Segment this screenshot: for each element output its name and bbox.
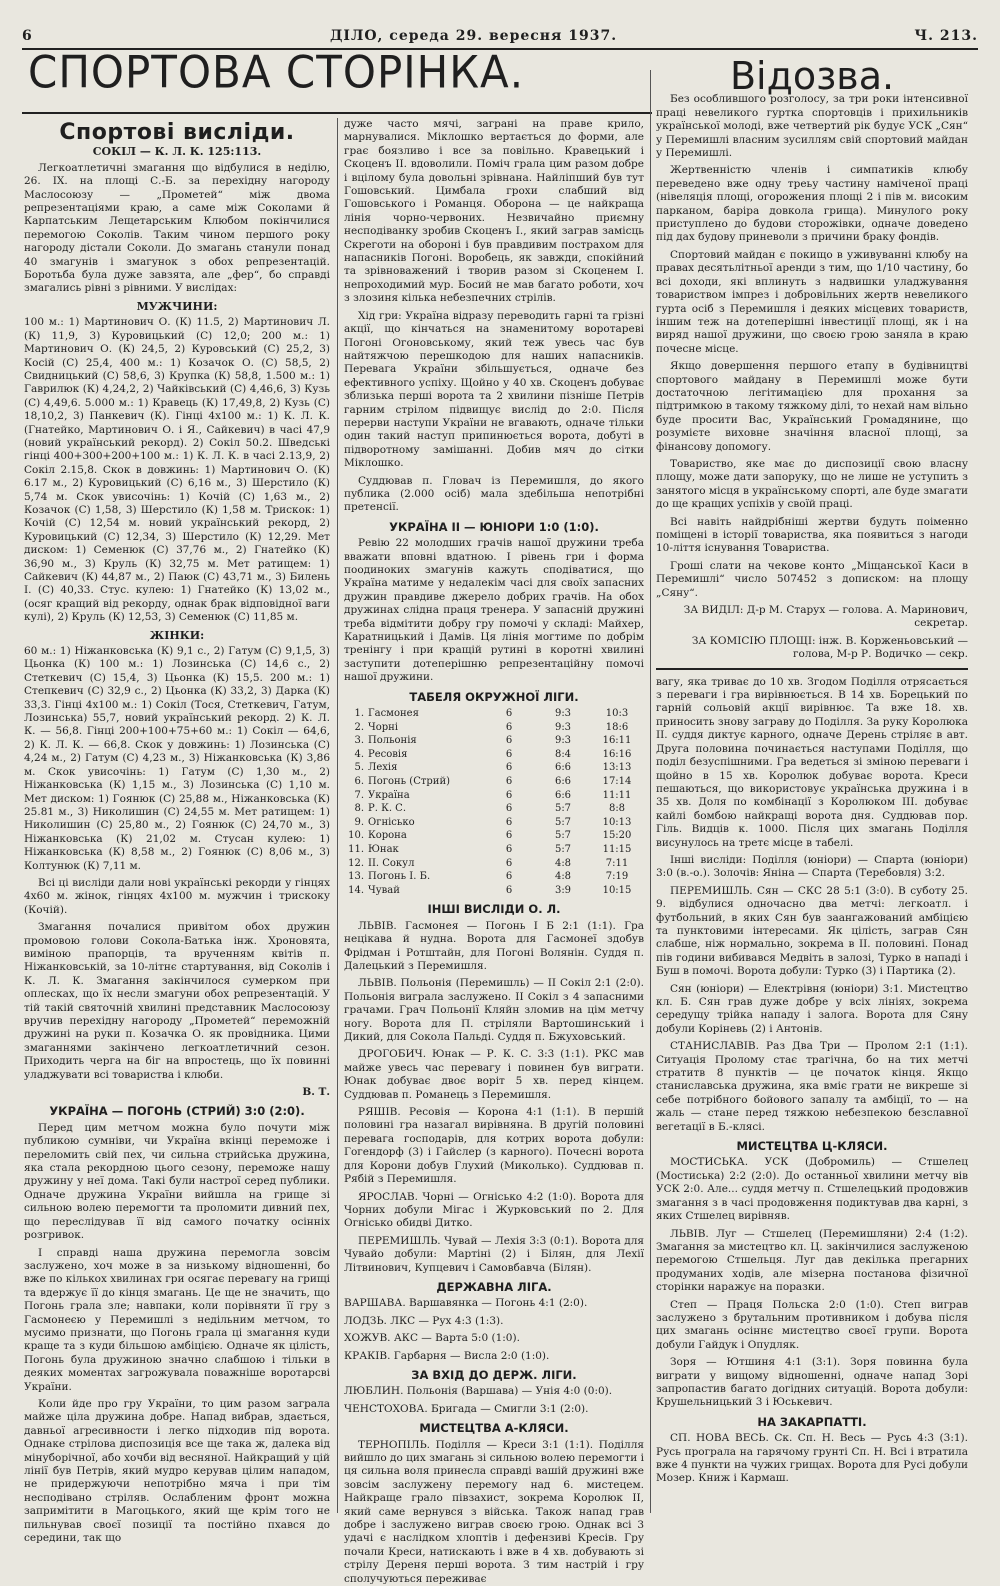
column-divider-2 — [650, 70, 651, 1513]
league-goals: 13:13 — [602, 762, 632, 774]
column-1 — [24, 118, 330, 1545]
result-stanyslaviv: СТАНИСЛАВІВ. Раз Два Три — Пролом 2:1 (1:1). Ситуація Пролому стає трагічна, бо на тих метчі стратитв 8 пунктів — це початок кінця. Якщо станиславська дружина, яка вміє грати не викреше зі себе потрібного бойового запалу та амбіції, то — на жаль — стане перед тяжкою небезпекою безславної вегетації в Б.-клясі. — [656, 1040, 968, 1133]
entry-result: ЛЮБЛИН. Польонія (Варшава) — Унія 4:0 (0:0). — [344, 1385, 613, 1398]
subhead-men: МУЖЧИНИ: — [136, 299, 218, 313]
league-games: 6 — [505, 776, 513, 788]
subhead-other-results: ІНШІ ВИСЛІДИ О. Л. — [427, 902, 561, 917]
subhead-women: ЖІНКИ: — [149, 628, 205, 642]
match-paragraph-1: Перед цим метчом можна було почути між публикою сумніви, чи Україна вкінці переможе і переломить свій пех, чи сильна стрийська дружина, яка стала рекордною цього сезону, переможе нашу дружину у неї дома. Такі були настрої серед публики. Одначе дружина України вийшла на грище зі сильною волею перемогти та проломити дивний пех, що переслідував її від самого початку осінніх розгривок. — [24, 1121, 330, 1242]
league-goals: 18:6 — [605, 721, 629, 733]
appeal-signature-commission: ЗА КОМІСІЮ ПЛОЩІ: інж. В. Корженьовський — голова, М-р Р. Водичко — секр. — [691, 634, 968, 661]
league-games: 6 — [505, 803, 513, 815]
result-sian-juniors: Сян (юніори) — Електрівня (юніори) 3:1. Мистецтво кл. Б. Сян грав дуже добре у всіх лініях, зокрема середущу трійка нападу і залога. Ворота для Сяну добули Коріневь (2) і Антонів. — [656, 982, 968, 1035]
women-results: 60 м.: 1) Ніжанковська (К) 9,1 с., 2) Гатум (С) 9,1,5, 3) Цьонка (К) 100 м.: 1) Лозинська (С) 14,6 с., 2) Стеткевич (С) 15,4, 3) Цьонка (К) 15,5. 200 м.: 1) Степкевич (С) 32,9 с., 2) Цьонка (К) 33,2, 3) Дарка (К) 33,3. Гінці 4х100 м.: 1) Сокіл (Тося, Стеткевич, Гатум, Лозинська) 55,7, новий український рекорд. 2) К. Л. К. — 56,8. Гінці 200+100+75+60 м.: 1) Сокіл — 64,6, 2) К. Л. К. — 66,8. Скок у довжинь: 1) Лозинська (С) 4,24 м., 2) Гатум (С) 4,23 м., 3) Ніжанковська (К) 3,86 м. Скок увисочінь: 1) Гатум (С) 1,30 м., 2) Ніжанковська (К) 1,15 м., 3) Лозинська (С) 1,10 м. Мет диском: 1) Гоянюк (С) 25,88 м., Ніжанковська (К) 25.81 м., 3) Николишин (С) 24,55 м. Мет ратищем: 1) Николишин (С) 25,80 м., 2) Гоянюк (С) 24,70 м., 3) Ніжанковська (К) 21,02 м. Стусан кулею: 1) Ніжанковська (К) 8,58 м., 2) Гоянюк (С) 8,06 м., 3) Колтунюк (К) 7,11 м. — [24, 645, 330, 872]
subhead-league-table: ТАБЕЛЯ ОКРУЖНОЇ ЛІГИ. — [409, 689, 579, 704]
league-points: 5:7 — [554, 816, 572, 828]
league-team: Огнісько — [368, 816, 415, 828]
match-continuation-1: дуже часто мячі, заграні на праве крило, марнувалися. Міклошко вертається до форми, але грає боязливо і все за повільно. Кравецький і Скоценъ ІІ. вдоволили. Поміч грала цим разом добре і вцілому була довольні зрівнана. Найліпший був тут Гошовський. Цимбала грохи слабший від Гошовського і Романця. Оборона — це найкраща лінія чорно-червоних. Незвичайно приємну несподіванку зробив Скоценъ І., який заграв замісць Скреготи на обороні і був правдивим пострахом для напасників Погоні. Воробець, як завжди, спокійний та зрівноважений і творив разом зі Скоценем І. непроходимий мур. Босий не мав багато роботи, хоч з злозиня кілька небезпечних стрілів. — [344, 118, 644, 305]
league-team: Чувай — [368, 884, 400, 896]
masthead: ДІЛО, середа 29. вересня 1937. — [329, 28, 618, 44]
author-signature: В. Т. — [302, 1086, 330, 1099]
league-table-row — [344, 816, 644, 830]
league-games: 6 — [505, 844, 513, 855]
league-points: 8:4 — [554, 748, 572, 760]
league-points: 6:6 — [554, 776, 572, 788]
league-goals: 7:19 — [605, 871, 629, 883]
league-goals: 10:15 — [602, 884, 632, 896]
result-mostyska: МОСТИСЬКА. УСК (Добромиль) — Стшелец (Мостиська) 2:2 (2:0). До останньої хвилини метчу вів УСК 2:0. Але... суддя метчу п. Стшелецький продовжив змагання з в часі продовження подиктував два карні, з яких Стшелец вирівняв. — [656, 1156, 968, 1223]
league-rank: 3. — [354, 735, 364, 747]
league-table-row — [344, 775, 644, 789]
appeal-paragraph-5: Товариство, яке має до диспозиції свою власну площу, може дати запоруку, що не лише не уступить з занятого місця в українському спорті, але буде змагати до ще кращих успіхів у своїй праці. — [656, 457, 968, 511]
league-table-row — [344, 748, 644, 762]
league-team: Лехія — [368, 762, 398, 774]
league-games: 6 — [505, 708, 513, 720]
league-games: 6 — [505, 762, 513, 774]
other-result-riashiv: РЯШІВ. Ресовія — Корона 4:1 (1:1). В першій половині гра назагал вирівняна. В другій половині перевага господарів, для котрих ворота добули: Гогендорф (3) і Гайслер (з карного). Почесні ворота для Корони добув Глухий (Миколько). Суддював п. Рябій з Перемишля. — [344, 1106, 644, 1186]
league-rank: 5. — [354, 762, 364, 774]
article-title-sport-results: Спортові висліди. — [59, 120, 295, 145]
league-rank: 8. — [354, 803, 364, 815]
page-number: 6 — [22, 28, 33, 44]
athletics-intro: Легкоатлетичні змагання що відбулися в неділю, 26. IX. на площі С.-Б. за перехідну нагороду Маслосоюзу — „Прометей“ між двома репрезентаціями краю, а саме між Соколами й Карпатським Лещетарським Клюбом покінчилися перемогою Соколів. Таким чином першого року нагороду дістали Соколи. До змагань станули понад 40 змагунів і змагунок з обох репрезентацій. Боротьба була дуже завзята, але „фер“, бо справді змагались рівні з рівними. У вислідах: — [24, 161, 330, 295]
league-team: Корона — [368, 830, 407, 842]
league-games: 6 — [505, 735, 513, 747]
league-games: 6 — [505, 884, 513, 896]
league-points: 9:3 — [554, 721, 572, 733]
league-points: 6:6 — [554, 762, 572, 774]
subhead-entry-league: ЗА ВХІД ДО ДЕРЖ. ЛІГИ. — [411, 1367, 577, 1382]
league-games: 6 — [505, 857, 513, 869]
appeal-bottom-rule — [656, 668, 968, 670]
match-continuation-2: Хід гри: Україна відразу переводить гарні та грізні акції, що кінчаться на знаменитому воротареві Погоні Огоновському, який теж увесь час був найтяжчою перешкодою для наших напасників. Перевага України збільшується, одначе без ефективного успіху. Щойно у 40 хв. Скоценъ добуває зблизька перші ворота та 2 хвилини пізніше Петрів гарним стрілом підвищує вислід до 2:0. Після перерви наступи України не вгавають, одначе тільки один такий наступ припинюється ворота, добуті в підворотному замішанні. Добив мяч до сітки Міклошко. — [344, 309, 644, 470]
league-table-row — [344, 761, 644, 775]
league-table-row — [344, 734, 644, 748]
league-rank: 12. — [348, 857, 364, 869]
other-result-lviv-1: ЛЬВІВ. Гасмонея — Погонь І Б 2:1 (1:1). Гра нецікава й нудна. Ворота для Гасмонеї здобув Фрідман і Ротштайн, для Погоні Волянін. Суддя п. Далецький з Перемишля. — [344, 919, 644, 972]
subhead-ukraina-pogon: УКРАЇНА — ПОГОНЬ (СТРИЙ) 3:0 (2:0). — [49, 1104, 305, 1119]
league-table-row — [344, 884, 644, 898]
league-points: 5:7 — [554, 803, 572, 815]
ceremony-paragraph: Змагання почалися привітом обох дружин промовою голови Сокола-Батька інж. Хроновята, виміною прапорців, та врученням квітів п. Ніжанковській, за 10-літнє стартування, від Соколів і К. Л. К. Змагання закінчилося сумерком при оплесках, що їх несли змагуни обох репрезентацій. У тій такій святочній хвилині представник Маслосоюзу вручив перехідну нагороду „Прометей“ переможній дружині на руки п. Козачка О. як провідника. Цими змаганнями закінчено легкоатлетичний сезон. Приходить черга на біг на впростець, що їх повинні уладжувати всі товариства і клюби. — [24, 921, 330, 1081]
league-games: 6 — [505, 830, 513, 842]
league-rank: 14. — [348, 884, 364, 896]
match-continuation-3: Суддював п. Гловач із Перемишля, до якого публика (2.000 осіб) мала здебільша непотрібні претенсії. — [344, 474, 644, 514]
league-table-row — [344, 857, 644, 871]
subhead-sokil-klk: СОКІЛ — К. Л. К. 125:113. — [92, 145, 262, 159]
other-result-yaroslav: ЯРОСЛАВ. Чорні — Огнісько 4:2 (1:0). Ворота для Чорних добули Мігас і Журковський по 2. Для Огнісько обидві Дитко. — [344, 1190, 644, 1230]
league-goals: 15:20 — [602, 830, 632, 842]
result-peremyshl-sian: ПЕРЕМИШЛЬ. Сян — СКС 28 5:1 (3:0). В суботу 25. 9. відбулися одночасно два метчі: легкоатл. і футбольний, в яких Сян був заангажований амбіцією та пунктовими інтересами. Як цілість, заграв Сян слабше, ніж нормально, зокрема в ІІ. половині. Понад пів години вибивався Медвіть в залозі, Турко в нападі і Буш в помочі. Ворота добули: Турко (3) і Партика (2). — [656, 884, 968, 978]
league-goals: 17:14 — [602, 776, 632, 788]
match-paragraph-2: І справді наша дружина перемогла зовсім заслужено, хоч може в за низькому відношенні, бо вже по кількох хвилинах гри осягає перевагу на грищі та вдержує її до кінця змагань. Це ще не значить, що Погонь грала зле; навпаки, коли порівняти її гру з Гасмонеєю у Перемишлі з недільним метчом, то мусимо признати, що Погонь грала ці змагання куди краще та з куди більшою амбіцією. Одначе як цілість, Погонь була дружиною значно слабшою і тільки в деяких моментах загрожувала поважніше воротарсві України. — [24, 1246, 330, 1393]
league-rank: 2. — [354, 721, 364, 733]
league-table-row — [344, 829, 644, 843]
league-team: Ресовія — [368, 748, 408, 760]
league-team: Чорні — [368, 721, 399, 733]
league-points: 4:8 — [554, 857, 572, 869]
league-goals: 10:13 — [602, 816, 632, 828]
league-goals: 16:11 — [602, 735, 632, 747]
league-rank: 1. — [354, 708, 364, 720]
records-paragraph: Всі ці висліди дали нові українські рекорди у гінцях 4х60 м. жінок, гінцях 4х100 м. мужчин і трискоку (Кочій). — [24, 876, 330, 916]
league-table-row — [344, 802, 644, 816]
subhead-c-class: МИСТЕЦТВА Ц-КЛЯСИ. — [736, 1139, 888, 1154]
league-points: 3:9 — [554, 884, 572, 896]
league-goals: 11:15 — [602, 844, 632, 855]
league-games: 6 — [505, 748, 513, 760]
appeal-paragraph-4: Якщо довершення першого етапу в будівництві спортового майдану в Перемишлі може бути достаточною легітимацією для прохання за підтримкою в такому тяжкому ділі, то нехай нам вільно буде просити Вас, Український Громадянине, що розумієте виховне значіння власної площі, за фінансову допомогу. — [656, 360, 968, 453]
column-3 — [656, 54, 968, 1518]
men-results: 100 м.: 1) Мартинович О. (К) 11.5, 2) Мартинович Л. (К) 11,9, 3) Куровицький (С) 12,0; 200 м.: 1) Мартинович О. (К) 24,5, 2) Куровський (С) 25,2, 3) Косій (С) 25,4, 400 м.: 1) Козачок О. (С) 58,5, 2) Свидницький (С) 58,6, 3) Крупка (К) 58,8, 1.500 м.: 1) Гаврилюк (К) 4,24,2, 2) Чайківський (С) 4,46,6, 3) Кузь (С) 4,49,6. 5.000 м.: 1) Кравець (К) 17,49,8, 2) Кузь (С) 18,10,2, 3) Панкевич (К). Гінці 4х100 м.: 1) К. Л. К. (Гнатейко, Мартинович О. і Я., Сайкевич) в часі 47,9 (новий український рекорд). 2) Сокіл 50.2. Шведські гінці 400+300+200+100 м.: 1) К. Л. К. в часі 2.13,9, 2) Сокіл 2.15,8. Скок в довжинь: 1) Мартинович О. (К) 6.17 м., 2) Куровицький (С) 6,16 м., 3) Шерстило (К) 5,74 м. Скок увисочінь: 1) Кочій (С) 1,63 м., 2) Козачок (С) 1,58, 3) Шерстило (К) 1,58 м. Трискок: 1) Кочій (С) 12,54 м. новий український рекорд, 2) Куровицький (С) 12,34, 3) Шерстило (К) 12,29. Мет диском: 1) Семенюк (С) 37,76 м., 2) Гнатейко (К) 36,90 м., 3) Круль (К) 32,75 м. Мет ратищем: 1) Сайкевич (К) 44,87 м., 2) Паюк (С) 43,71 м., 3) Билень І. (С) 40,33. Стус. кулею: 1) Гнатейко (К) 13,02 м., (осяг кращий від рекорду, однак брак відповідної ваги кулі), 2) Круль (К) 12,53, 3) Семенюк (С) 11,85 м. — [24, 316, 330, 624]
league-team: Погонь (Стрий) — [368, 776, 451, 788]
league-games: 6 — [505, 816, 513, 828]
league-goals: 7:11 — [605, 857, 629, 869]
league-team: Погонь І. Б. — [368, 871, 431, 883]
league-points: 9:3 — [554, 735, 572, 747]
league-table-row — [344, 789, 644, 803]
other-result-lviv-2: ЛЬВІВ. Польонія (Перемишль) — ІІ Сокіл 2:1 (2:0). Польонія виграла заслужено. ІІ Сокіл з 4 запасними грачами. Грач Польонії Кляйн зломив на цім метчу ногу. Ворота для П. стріляли Вартошинський і Дикий, для Сокола Пальді. Суддя п. Бжуховський. — [344, 977, 644, 1044]
issue-number: Ч. 213. — [914, 28, 978, 44]
juniors-paragraph: Ревію 22 молодших грачів нашої дружини треба вважати вповні вдатною. І рівень гри і форма поодиноких змагунів кажуть сподіватися, що Україна матиме у недалекім часі для своїх запасних дружин правдиве джерело добрих грачів. На обох дружинах слідна праця тренера. У запасній дружині треба відмітити добру гру помочі у складі: Майхер, Каратницький і Дамів. Ця лінія могтиме по добрім тренінгу і при кращій рутині в коротні хвилині заступити дотеперішню репрезентаційну помочі нашої дружини. — [344, 537, 644, 684]
column-divider-1 — [337, 118, 338, 1513]
league-rank: 4. — [354, 748, 364, 760]
state-result: ЛОДЗЬ. ЛКС — Рух 4:3 (1:3). — [344, 1314, 504, 1327]
subhead-state-league: ДЕРЖАВНА ЛІГА. — [436, 1279, 552, 1294]
entry-result: ЧЕНСТОХОВА. Бригада — Смигли 3:1 (2:0). — [344, 1402, 589, 1415]
league-goals: 8:8 — [608, 803, 626, 815]
appeal-paragraph-1: Без особлившого розголосу, за три роки інтенсивної праці невеликого гуртка спортовців і прихильників української молоді, вже четвертий рік будує УСК „Сян“ у Перемишлі власним зусиллям свій спортовий майдан у Перемишлі. — [656, 93, 968, 160]
banner-rule — [22, 112, 652, 114]
league-rank: 10. — [348, 830, 364, 842]
result-zoria: Зоря — Ютшиня 4:1 (3:1). Зоря повинна була виграти у вищому відношенні, одначе напад Зорі запропастив багато догідних ситуацій. Ворота добули: Крушельницький 3 і Юськевич. — [656, 1356, 968, 1409]
subhead-ukraina-juniors: УКРАЇНА ІІ — ЮНІОРИ 1:0 (1:0). — [389, 519, 599, 534]
league-table-row — [344, 843, 644, 857]
league-points: 5:7 — [554, 830, 572, 842]
league-table-row — [344, 707, 644, 721]
league-games: 6 — [505, 721, 513, 733]
state-result: ХОЖУВ. АКС — Варта 5:0 (1:0). — [344, 1332, 520, 1345]
result-nova-ves: СП. НОВА ВЕСЬ. Ск. Сп. Н. Весь — Русь 4:3 (3:1). Русь програла на гарячому грунті Сп. Н. Всі і втратила вже 4 пункти на чужих грищах. Ворота для Русі добули Мозер. Книж і Кармаш. — [656, 1432, 968, 1485]
league-team: Р. К. С. — [368, 803, 407, 815]
league-rank: 11. — [348, 844, 364, 855]
other-result-drohobych: ДРОГОБИЧ. Юнак — Р. К. С. 3:3 (1:1). РКС мав майже увесь час перевагу і повинен був виграти. Юнак добуває двоє воріт 5 хв. перед кінцем. Суддював п. Романець з Перемишля. — [344, 1048, 644, 1101]
match-paragraph-3: Коли йде про гру України, то цим разом заграла майже ціла дружина добре. Напад вибрав, здається, давньої агресивности і легко підходив під ворота. Однаке стрілова диспозиція все ще така ж, далека від мінуборічної, або хочби від весняної. Найкращий у цій лінії був Петрів, який мудро керував цілим нападом, не придержуючи непотрібно мяча і при тім несподівано стріляв. Ослабленим фронт можна запримітити в Магоцького, який ще крім того не пильнував своєї позиції та постійно пхався до середини, так що — [24, 1397, 330, 1545]
league-team: Україна — [368, 789, 410, 801]
a-class-paragraph: ТЕРНОПІЛЬ. Поділля — Креси 3:1 (1:1). Поділля вийшло до цих змагань зі сильною волею перемогти і ця сильна воля принесла справді вашій дружині вже зовсім заслужену перемогу над 6. мистецем. Найкраще грало півзахист, зокрема Королюк ІІ, який саме вернувся з війська. Також напад грав добре і заслужено виграв своєю грою. Однак всі 3 удачі є наслідком хлоптів і дефензиві Кресів. Гру почали Креси, натискають і вже в 4 хв. добувають зі стрілу Дереня перші ворота. З тим настрій і гру сполучуються переживає — [344, 1438, 644, 1585]
league-team: ІІ. Сокул — [368, 857, 415, 869]
league-table-row — [344, 870, 644, 884]
league-points: 5:7 — [554, 844, 572, 855]
league-points: 6:6 — [554, 789, 572, 801]
league-games: 6 — [505, 871, 513, 883]
appeal-title: Відозва. — [729, 54, 895, 98]
league-team: Польонія — [368, 735, 417, 747]
state-result: ВАРШАВА. Варшавянка — Погонь 4:1 (2:0). — [344, 1297, 588, 1310]
appeal-paragraph-6: Всі навіть найдрібніші жертви будуть поіменно поміщені в історії товариства, яка появиться з нагоди 10-ліття існування Товариства. — [656, 515, 968, 555]
section-banner: СПОРТОВА СТОРІНКА. — [28, 46, 525, 99]
subhead-a-class: МИСТЕЦТВА А-КЛЯСИ. — [419, 1421, 569, 1436]
league-team: Юнак — [368, 844, 399, 855]
appeal-paragraph-7: Гроші слати на чекове конто „Міщанської Каси в Перемишлі“ число 507452 з дописком: на площу „Сяну“. — [656, 559, 968, 599]
league-rank: 9. — [354, 816, 364, 828]
result-step: Степ — Праця Польска 2:0 (1:0). Степ виграв заслужено з брутальним противником і добува після цих змагань осіннє мистецтво своєї групи. Ворота добули Гайдук і Опудляк. — [656, 1298, 968, 1351]
league-rank: 13. — [348, 871, 364, 883]
league-goals: 16:16 — [602, 748, 632, 760]
other-results-podillia: Інші висліди: Поділля (юніори) — Спарта (юніори) 3:0 (в.-о.). Золочів: Яніна — Спарта (Теребовля) 3:2. — [656, 853, 968, 880]
league-rank: 7. — [354, 789, 364, 801]
league-table — [344, 707, 644, 897]
league-goals: 10:3 — [605, 708, 629, 720]
result-lviv-luh: ЛЬВІВ. Луг — Стшелец (Перемишляни) 2:4 (1:2). Змагання за мистецтво кл. Ц. закінчилися заслуженою перемогою Стшельця. Луг дав декілька прегарних продуманих ходів, але мізерна постанова фізичної сторінки наражує на поразки. — [656, 1227, 968, 1294]
subhead-zakarpattia: НА ЗАКАРПАТТІ. — [757, 1414, 867, 1429]
state-result: КРАКІВ. Гарбарня — Висла 2:0 (1:0). — [344, 1349, 550, 1362]
league-goals: 11:11 — [602, 789, 632, 801]
appeal-signature-board: ЗА ВИДІЛ: Д-р М. Старух — голова. А. Маринович, секретар. — [683, 604, 968, 630]
league-rank: 6. — [354, 776, 364, 788]
league-points: 4:8 — [554, 871, 572, 883]
a-class-continuation: вагу, яка триває до 10 хв. Згодом Поділля отрясається з переваги і гра вирівнюється. В 14 хв. Борецький по гарній сольовій акції вирівнює. Та вже 18. хв. приносить знову заграву до Поділля. За руку Королюка ІІ. суддя диктує карного, одначе Дерень стріляє в авт. Друга половина починається наступами Поділля, що поділ безуспішними. Гра ведеться зі зміною переваги і щойно в 15 хв. Королюк добуває ворота. Креси пешаються, що використовує українська дружина і в 35 хв. Доля по комбінації з Королюком ІІІ. добуває кайлі бомбою найкращі ворота дня. Суддював пор. Гіль. Видців к. 1000. Після цих змагань Поділля висунулось на третє місце в табелі. — [656, 675, 968, 849]
appeal-paragraph-2: Жертвенністю членів і симпатиків клюбу переведено вже одну треьу частину наміченої праці (нівеляція площі, огорожения площі 2 і пів м. високим парканом, баріра довкола грища). Минулого року приступлено до будови сторожівки, одначе доведено під дах будову приневоли з причини браку фондів. — [656, 164, 968, 244]
league-table-row — [344, 721, 644, 735]
league-team: Гасмонея — [368, 708, 419, 720]
column-2 — [344, 118, 644, 1585]
league-games: 6 — [505, 789, 513, 801]
other-result-peremyshl: ПЕРЕМИШЛЬ. Чувай — Лехія 3:3 (0:1). Ворота для Чувайо добули: Мартіні (2) і Білян, для Лехії Літвинович, Купцевич і Самовбавча (Білян). — [344, 1234, 644, 1274]
appeal-paragraph-3: Спортовий майдан є покищо в уживуванні клюбу на правах десятьлітньої аренди з тим, що 1/10 частину, бо всі доходи, які вплинуть з надвишки уладжування товариством імпрез і добровільних жертв невеликого гурта осіб з Перемишля і деяких місцевих товариств, іншим теж на дотеперішні інвестиції площі, як і на виряд нашої дружини, що своєю грою заняла в краю почесне місце. — [656, 248, 968, 355]
league-points: 9:3 — [554, 708, 572, 720]
page-header — [22, 28, 978, 44]
